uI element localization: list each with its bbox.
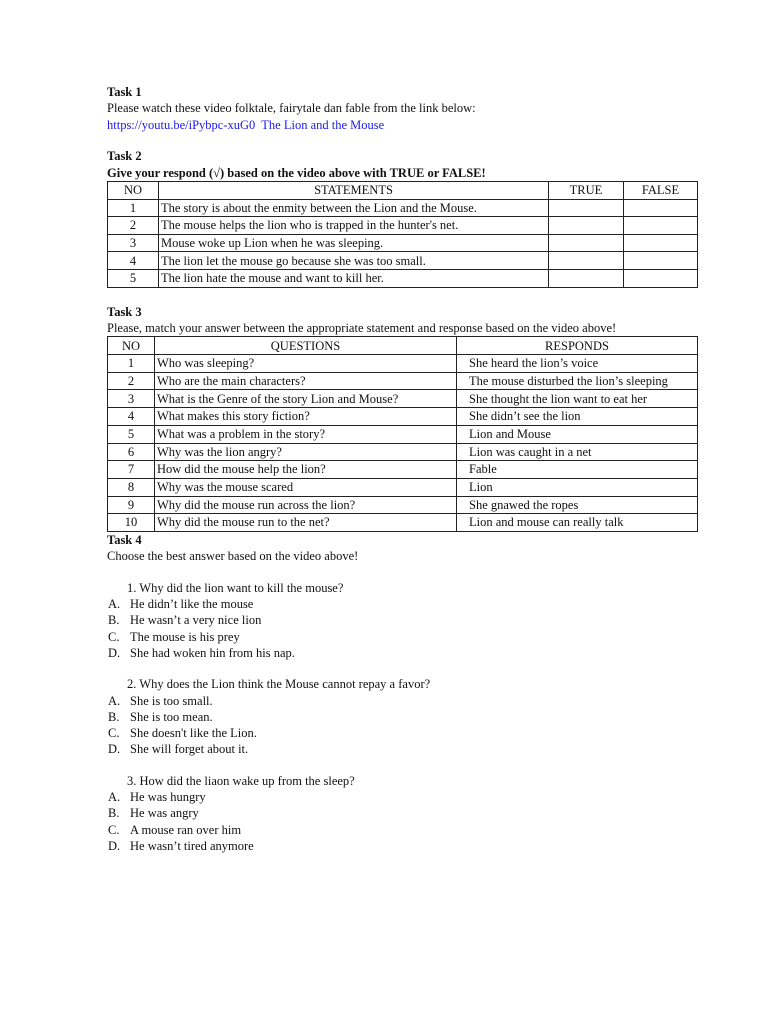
answer-option[interactable] bbox=[107, 612, 697, 628]
row-number: 5 bbox=[108, 270, 159, 288]
true-answer-cell[interactable] bbox=[549, 252, 624, 270]
table-row bbox=[108, 355, 698, 373]
question-cell: Why was the mouse scared bbox=[155, 478, 457, 496]
statement-cell: The lion hate the mouse and want to kill her. bbox=[159, 270, 549, 288]
option-text: The mouse is his prey bbox=[130, 629, 240, 644]
option-text: He didn’t like the mouse bbox=[130, 597, 254, 612]
option-letter: C. bbox=[108, 726, 120, 741]
task4-heading: Task 4 bbox=[107, 532, 142, 547]
question-1 bbox=[108, 580, 697, 661]
false-answer-cell[interactable] bbox=[624, 270, 698, 288]
option-text: A mouse ran over him bbox=[130, 822, 242, 837]
table-header-row bbox=[108, 337, 698, 355]
question-cell: How did the mouse help the lion? bbox=[155, 461, 457, 479]
row-number: 8 bbox=[108, 478, 155, 496]
header-true: TRUE bbox=[549, 182, 624, 200]
answer-option[interactable] bbox=[107, 709, 697, 725]
task3-heading: Task 3 bbox=[107, 304, 142, 319]
statement-cell: Mouse woke up Lion when he was sleeping. bbox=[159, 234, 549, 252]
option-text: She is too small. bbox=[130, 693, 213, 708]
row-number: 5 bbox=[108, 425, 155, 443]
table-row bbox=[108, 478, 698, 496]
task1-instruction: Please watch these video folktale, fairytale dan fable from the link below: bbox=[107, 101, 476, 116]
task3-instruction: Please, match your answer between the appropriate statement and response based on the video above! bbox=[107, 321, 617, 335]
option-letter: A. bbox=[108, 693, 121, 708]
answer-option[interactable] bbox=[107, 822, 697, 838]
row-number: 2 bbox=[108, 217, 159, 235]
row-number: 4 bbox=[108, 252, 159, 270]
answer-option[interactable] bbox=[107, 789, 697, 805]
row-number: 7 bbox=[108, 461, 155, 479]
option-letter: A. bbox=[108, 597, 121, 612]
question-cell: Why did the mouse run to the net? bbox=[155, 514, 457, 532]
table-row bbox=[108, 234, 698, 252]
row-number: 9 bbox=[108, 496, 155, 514]
respond-cell: Fable bbox=[457, 461, 698, 479]
question-cell: Who are the main characters? bbox=[155, 372, 457, 390]
table-row bbox=[108, 217, 698, 235]
table-row bbox=[108, 270, 698, 288]
answer-option[interactable] bbox=[107, 629, 697, 645]
row-number: 1 bbox=[108, 355, 155, 373]
answer-option[interactable] bbox=[107, 725, 697, 741]
false-answer-cell[interactable] bbox=[624, 199, 698, 217]
row-number: 10 bbox=[108, 514, 155, 532]
false-answer-cell[interactable] bbox=[624, 217, 698, 235]
question-text: 1. Why did the lion want to kill the mouse? bbox=[127, 580, 344, 595]
true-answer-cell[interactable] bbox=[549, 199, 624, 217]
option-letter: B. bbox=[108, 613, 120, 628]
option-letter: C. bbox=[108, 822, 120, 837]
respond-cell: The mouse disturbed the lion’s sleeping bbox=[457, 372, 698, 390]
question-cell: Why did the mouse run across the lion? bbox=[155, 496, 457, 514]
header-false: FALSE bbox=[624, 182, 698, 200]
option-text: He wasn’t a very nice lion bbox=[130, 613, 262, 628]
row-number: 3 bbox=[108, 234, 159, 252]
task1-heading: Task 1 bbox=[107, 85, 142, 99]
video-title-link[interactable]: The Lion and the Mouse bbox=[261, 117, 385, 132]
answer-option[interactable] bbox=[107, 805, 697, 821]
question-cell: Why was the lion angry? bbox=[155, 443, 457, 461]
question-3 bbox=[108, 773, 697, 854]
header-no: NO bbox=[108, 182, 159, 200]
row-number: 2 bbox=[108, 372, 155, 390]
respond-cell: She gnawed the ropes bbox=[457, 496, 698, 514]
question-2 bbox=[108, 676, 697, 757]
table-row bbox=[108, 372, 698, 390]
header-responds: RESPONDS bbox=[457, 337, 698, 355]
option-text: He wasn’t tired anymore bbox=[130, 838, 254, 853]
answer-option[interactable] bbox=[107, 741, 697, 757]
table-row bbox=[108, 461, 698, 479]
video-link[interactable]: https://youtu.be/iPybpc-xuG0 bbox=[107, 117, 256, 132]
respond-cell: She didn’t see the lion bbox=[457, 408, 698, 426]
option-letter: C. bbox=[108, 629, 120, 644]
table-header-row bbox=[108, 182, 698, 200]
option-text: She doesn't like the Lion. bbox=[130, 726, 257, 741]
row-number: 3 bbox=[108, 390, 155, 408]
question-cell: What was a problem in the story? bbox=[155, 425, 457, 443]
header-statements: STATEMENTS bbox=[159, 182, 549, 200]
question-text: 2. Why does the Lion think the Mouse cannot repay a favor? bbox=[127, 677, 431, 692]
table-row bbox=[108, 252, 698, 270]
option-text: He was hungry bbox=[130, 790, 206, 805]
task1-link-line bbox=[107, 117, 697, 133]
answer-option[interactable] bbox=[107, 838, 697, 854]
task4-instruction: Choose the best answer based on the video above! bbox=[107, 549, 359, 564]
statement-cell: The lion let the mouse go because she was too small. bbox=[159, 252, 549, 270]
respond-cell: Lion and Mouse bbox=[457, 425, 698, 443]
question-cell: What is the Genre of the story Lion and Mouse? bbox=[155, 390, 457, 408]
answer-option[interactable] bbox=[107, 596, 697, 612]
option-letter: D. bbox=[108, 645, 121, 660]
statement-cell: The mouse helps the lion who is trapped in the hunter's net. bbox=[159, 217, 549, 235]
question-cell: Who was sleeping? bbox=[155, 355, 457, 373]
respond-cell: She thought the lion want to eat her bbox=[457, 390, 698, 408]
true-answer-cell[interactable] bbox=[549, 234, 624, 252]
table-row bbox=[108, 514, 698, 532]
row-number: 1 bbox=[108, 199, 159, 217]
option-text: She is too mean. bbox=[130, 709, 213, 724]
statement-cell: The story is about the enmity between the Lion and the Mouse. bbox=[159, 199, 549, 217]
worksheet bbox=[107, 84, 697, 854]
false-answer-cell[interactable] bbox=[624, 234, 698, 252]
answer-option[interactable] bbox=[107, 645, 697, 661]
option-text: She had woken hin from his nap. bbox=[130, 645, 295, 660]
true-answer-cell[interactable] bbox=[549, 217, 624, 235]
table-row bbox=[108, 443, 698, 461]
row-number: 4 bbox=[108, 408, 155, 426]
respond-cell: Lion was caught in a net bbox=[457, 443, 698, 461]
question-text: 3. How did the liaon wake up from the sleep? bbox=[127, 773, 355, 788]
row-number: 6 bbox=[108, 443, 155, 461]
respond-cell: Lion and mouse can really talk bbox=[457, 514, 698, 532]
option-letter: B. bbox=[108, 709, 120, 724]
table-row bbox=[108, 199, 698, 217]
matching-table bbox=[107, 336, 698, 532]
answer-option[interactable] bbox=[107, 693, 697, 709]
option-text: She will forget about it. bbox=[130, 742, 249, 757]
table-row bbox=[108, 425, 698, 443]
option-letter: B. bbox=[108, 806, 120, 821]
header-questions: QUESTIONS bbox=[155, 337, 457, 355]
true-false-table bbox=[107, 181, 698, 288]
option-text: He was angry bbox=[130, 806, 199, 821]
option-letter: D. bbox=[108, 742, 121, 757]
header-no: NO bbox=[108, 337, 155, 355]
task2-instruction: Give your respond (√) based on the video above with TRUE or FALSE! bbox=[107, 165, 486, 180]
option-letter: D. bbox=[108, 838, 121, 853]
question-cell: What makes this story fiction? bbox=[155, 408, 457, 426]
table-row bbox=[108, 496, 698, 514]
table-row bbox=[108, 408, 698, 426]
true-answer-cell[interactable] bbox=[549, 270, 624, 288]
task2-heading: Task 2 bbox=[107, 149, 142, 164]
option-letter: A. bbox=[108, 790, 121, 805]
respond-cell: She heard the lion’s voice bbox=[457, 355, 698, 373]
table-row bbox=[108, 390, 698, 408]
respond-cell: Lion bbox=[457, 478, 698, 496]
false-answer-cell[interactable] bbox=[624, 252, 698, 270]
